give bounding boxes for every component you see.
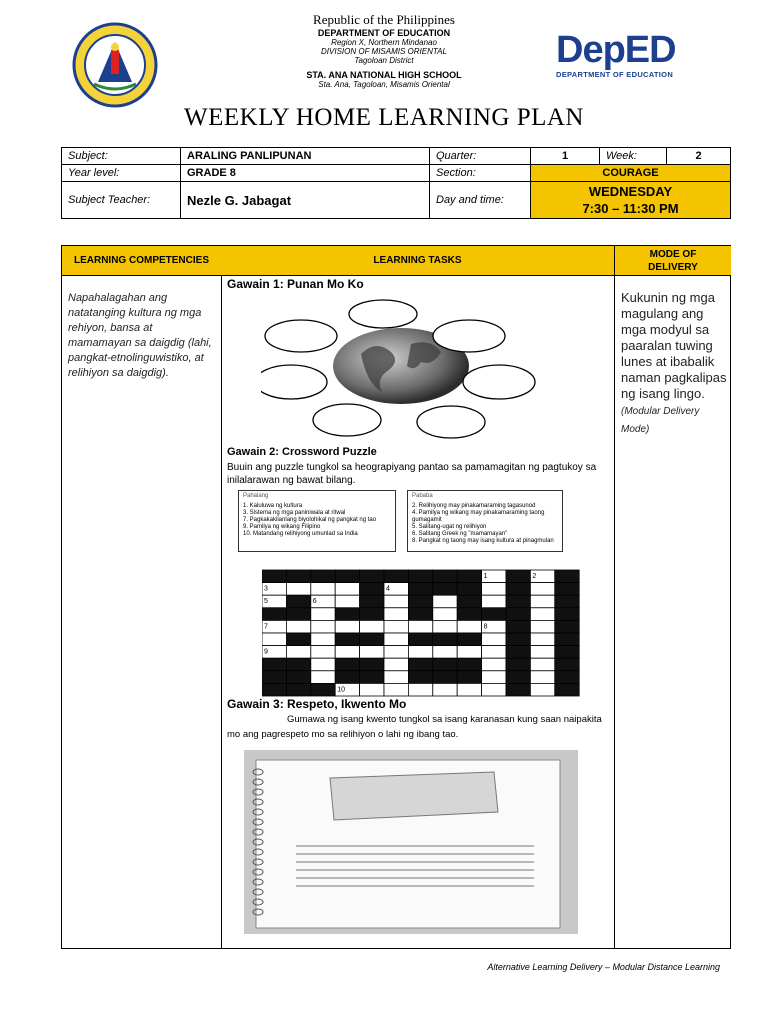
- crossword-cell: [433, 570, 457, 583]
- crossword-cell: [530, 583, 554, 596]
- crossword-cell: [360, 583, 384, 596]
- mode-header: MODE OF DELIVERY: [615, 246, 731, 276]
- crossword-cell: [335, 620, 359, 633]
- crossword-cell: [433, 683, 457, 696]
- crossword-cell: [311, 671, 335, 684]
- crossword-cell: [457, 583, 481, 596]
- crossword-cell: [262, 608, 286, 621]
- crossword-cell: [311, 570, 335, 583]
- district-text: Tagoloan District: [354, 56, 414, 65]
- deped-logo-sub: DEPARTMENT OF EDUCATION: [556, 70, 674, 79]
- region-text: Region X, Northern Mindanao: [331, 38, 437, 47]
- crossword-cell: [482, 595, 506, 608]
- mode-text: Kukunin ng mga magulang ang mga modyul sa paaralan tuwing lunes at ibabalik naman pagkalipas ng isang lingo.: [621, 290, 727, 401]
- crossword-cell: [408, 595, 432, 608]
- crossword-cell: [555, 608, 579, 621]
- week-value: 2: [667, 148, 731, 165]
- deped-logo-text: DepED: [556, 29, 676, 71]
- crossword-cell: [530, 608, 554, 621]
- subject-value: ARALING PANLIPUNAN: [181, 148, 430, 165]
- down-clue: 2. Relihiyong may pinakamaraming tagasunod: [412, 503, 536, 509]
- school-name: STA. ANA NATIONAL HIGH SCHOOL: [306, 70, 462, 80]
- crossword-cell: [262, 683, 286, 696]
- down-clue: 5. Salitang-ugat ng relihiyon: [412, 524, 487, 530]
- school-address: Sta. Ana, Tagoloan, Misamis Oriental: [318, 80, 450, 89]
- tasks-header: LEARNING TASKS: [221, 246, 614, 276]
- crossword-cell: [311, 620, 335, 633]
- crossword-cell: [506, 608, 530, 621]
- crossword-cell: [506, 570, 530, 583]
- gawain1-title: Gawain 1: Punan Mo Ko: [227, 277, 364, 291]
- crossword-cell: [286, 671, 310, 684]
- crossword-cell: [360, 671, 384, 684]
- gawain3-instruction: Gumawa ng isang kwento tungkol sa isang karanasan kung saan naipakita mo ang pagrespeto mo sa relihiyon o lahi ng ibang tao.: [227, 714, 602, 740]
- crossword-cell: [408, 658, 432, 671]
- teacher-label: Subject Teacher:: [62, 182, 181, 219]
- crossword-cell: [530, 646, 554, 659]
- quarter-label: Quarter:: [430, 148, 531, 165]
- crossword-cell: [408, 646, 432, 659]
- crossword-cell: [506, 658, 530, 671]
- crossword-cell: [457, 671, 481, 684]
- crossword-number: 8: [483, 623, 488, 631]
- crossword-cell: [555, 683, 579, 696]
- crossword-cell: [457, 608, 481, 621]
- crossword-cell: [506, 671, 530, 684]
- crossword-cell: [384, 595, 408, 608]
- crossword-cell: [555, 583, 579, 596]
- crossword-cell: [286, 658, 310, 671]
- crossword-cell: [335, 608, 359, 621]
- crossword-cell: [457, 595, 481, 608]
- day-time-cell: [531, 182, 731, 219]
- crossword-cell: [262, 633, 286, 646]
- crossword-cell: [335, 583, 359, 596]
- crossword-cell: [360, 646, 384, 659]
- across-clue: 9. Pamilya ng wikang Filipino: [243, 524, 321, 530]
- crossword-cell: [555, 646, 579, 659]
- crossword-cell: [506, 583, 530, 596]
- crossword-cell: [433, 658, 457, 671]
- crossword-cell: [555, 620, 579, 633]
- info-table: [61, 147, 731, 219]
- crossword-cell: [335, 570, 359, 583]
- crossword-cell: [384, 570, 408, 583]
- crossword-cell: [482, 608, 506, 621]
- crossword-cell: [555, 595, 579, 608]
- crossword-cell: [506, 683, 530, 696]
- crossword-cell: [262, 570, 286, 583]
- down-clue: 4. Pamilya ng wikang may pinakamaraming taong gumagamit: [412, 510, 545, 523]
- crossword-cell: [433, 671, 457, 684]
- crossword-cell: [506, 646, 530, 659]
- crossword-number: 9: [264, 648, 268, 656]
- time-value: 7:30 – 11:30 PM: [582, 201, 679, 216]
- crossword-cell: [408, 620, 432, 633]
- crossword-cell: [311, 608, 335, 621]
- crossword-cell: [506, 595, 530, 608]
- crossword-cell: [286, 620, 310, 633]
- crossword-cell: [335, 633, 359, 646]
- plan-table: [61, 245, 731, 949]
- school-seal-logo: [72, 22, 158, 108]
- crossword-cell: [286, 570, 310, 583]
- crossword-cell: [457, 570, 481, 583]
- crossword-cell: [482, 633, 506, 646]
- crossword-cell: [286, 595, 310, 608]
- crossword-cell: [506, 633, 530, 646]
- crossword-cell: [408, 683, 432, 696]
- mode-text-block: [621, 290, 729, 438]
- crossword-cell: [506, 620, 530, 633]
- crossword-cell: [335, 671, 359, 684]
- crossword-cell: [286, 646, 310, 659]
- gawain2-instruction: Buuin ang puzzle tungkol sa heograpiyang pantao sa pamamagitan ng pagtukoy sa inilalarawan ng bawat bilang.: [227, 462, 597, 486]
- year-value: GRADE 8: [181, 165, 430, 182]
- crossword-number: 5: [264, 598, 268, 606]
- crossword-cell: [482, 683, 506, 696]
- crossword-cell: [408, 633, 432, 646]
- crossword-cell: [311, 683, 335, 696]
- crossword-grid: [262, 568, 580, 698]
- crossword-cell: [384, 620, 408, 633]
- crossword-cell: [286, 583, 310, 596]
- gawain3-title: Gawain 3: Respeto, Ikwento Mo: [227, 697, 407, 711]
- page-title: WEEKLY HOME LEARNING PLAN: [184, 104, 584, 131]
- crossword-cell: [286, 633, 310, 646]
- crossword-number: 7: [264, 623, 268, 631]
- crossword-cell: [433, 595, 457, 608]
- crossword-cell: [433, 583, 457, 596]
- week-label: Week:: [600, 148, 667, 165]
- crossword-cell: [360, 620, 384, 633]
- crossword-cell: [555, 570, 579, 583]
- footer-text: Alternative Learning Delivery – Modular Distance Learning: [487, 962, 720, 972]
- crossword-cell: [335, 658, 359, 671]
- crossword-cell: [457, 620, 481, 633]
- competencies-header: LEARNING COMPETENCIES: [62, 246, 221, 276]
- department-text: DEPARTMENT OF EDUCATION: [317, 28, 451, 38]
- crossword-cell: [457, 633, 481, 646]
- crossword-cell: [360, 570, 384, 583]
- notebook-illustration: [244, 750, 578, 934]
- republic-text: Republic of the Philippines: [313, 12, 455, 27]
- crossword-cell: [530, 620, 554, 633]
- crossword-number: 3: [264, 585, 268, 593]
- crossword-cell: [433, 646, 457, 659]
- crossword-cell: [335, 595, 359, 608]
- down-clue: 8. Pangkat ng taong may isang kultura at pinagmulan: [412, 538, 554, 544]
- crossword-cell: [384, 658, 408, 671]
- tasks-column: [221, 246, 615, 948]
- crossword-cell: [311, 633, 335, 646]
- crossword-cell: [335, 646, 359, 659]
- across-clue: 7. Pagkakakilanlang biyolohikal ng pangkat ng tao: [243, 517, 377, 523]
- day-label: Day and time:: [430, 182, 531, 219]
- crossword-cell: [262, 671, 286, 684]
- crossword-cell: [555, 671, 579, 684]
- section-value: COURAGE: [531, 165, 731, 182]
- crossword-cell: [530, 595, 554, 608]
- crossword-number: 1: [483, 573, 488, 580]
- crossword-cell: [530, 671, 554, 684]
- crossword-cell: [360, 683, 384, 696]
- crossword-cell: [433, 620, 457, 633]
- crossword-number: 6: [312, 598, 317, 606]
- crossword-number: 4: [386, 585, 390, 593]
- globe-diagram: [261, 294, 551, 444]
- year-label: Year level:: [62, 165, 181, 182]
- crossword-cell: [482, 658, 506, 671]
- crossword-cell: [384, 671, 408, 684]
- crossword-cell: [384, 608, 408, 621]
- crossword-cell: [457, 646, 481, 659]
- across-clue: 3. Sistema ng mga paniniwala at ritwal: [243, 510, 346, 516]
- crossword-cell: [530, 658, 554, 671]
- crossword-cell: [457, 658, 481, 671]
- across-clue: 10. Matandang relihiyong umunlad sa India: [243, 531, 358, 537]
- crossword-cell: [530, 683, 554, 696]
- crossword-cell: [408, 570, 432, 583]
- crossword-cell: [408, 583, 432, 596]
- across-header: Pahalang: [243, 493, 269, 499]
- down-clue: 6. Salitang Greek ng "mamamayan": [412, 531, 508, 537]
- crossword-cell: [530, 633, 554, 646]
- crossword-cell: [360, 595, 384, 608]
- competency-text: Napahalagahan ang natatanging kultura ng mga rehiyon, bansa at mamamayan sa daigdig (lahi, pangkat-etnolinguwistiko, at relihiyon sa daigdig).: [68, 292, 212, 379]
- crossword-cell: [482, 646, 506, 659]
- crossword-cell: [286, 608, 310, 621]
- crossword-cell: [555, 633, 579, 646]
- across-clues-box: [238, 490, 396, 552]
- competencies-column: [62, 246, 222, 948]
- crossword-cell: [311, 583, 335, 596]
- division-text: DIVISION OF MISAMIS ORIENTAL: [321, 47, 447, 56]
- crossword-cell: [433, 608, 457, 621]
- crossword-cell: [360, 658, 384, 671]
- deped-logo: [556, 30, 691, 82]
- header-block: [200, 12, 568, 89]
- crossword-cell: [482, 583, 506, 596]
- quarter-value: 1: [531, 148, 600, 165]
- mode-note: (Modular Delivery Mode): [621, 406, 700, 435]
- across-clue: 1. Kaluluwa ng kultura: [243, 503, 303, 509]
- down-clues-box: [407, 490, 563, 552]
- crossword-cell: [555, 658, 579, 671]
- crossword-cell: [311, 646, 335, 659]
- crossword-number: 2: [532, 573, 537, 580]
- day-value: WEDNESDAY: [588, 184, 673, 199]
- mode-column: [615, 246, 731, 948]
- crossword-cell: [433, 633, 457, 646]
- crossword-cell: [360, 608, 384, 621]
- gawain2-title: Gawain 2: Crossword Puzzle: [227, 446, 377, 458]
- crossword-cell: [262, 658, 286, 671]
- crossword-cell: [384, 646, 408, 659]
- subject-label: Subject:: [62, 148, 181, 165]
- teacher-value: Nezle G. Jabagat: [181, 182, 430, 219]
- crossword-cell: [384, 633, 408, 646]
- crossword-cell: [360, 633, 384, 646]
- crossword-cell: [384, 683, 408, 696]
- crossword-cell: [482, 671, 506, 684]
- crossword-cell: [286, 683, 310, 696]
- down-header: Pababa: [412, 493, 433, 499]
- crossword-cell: [408, 671, 432, 684]
- crossword-cell: [311, 658, 335, 671]
- crossword-number: 10: [337, 686, 345, 694]
- crossword-cell: [457, 683, 481, 696]
- section-label: Section:: [430, 165, 531, 182]
- crossword-cell: [408, 608, 432, 621]
